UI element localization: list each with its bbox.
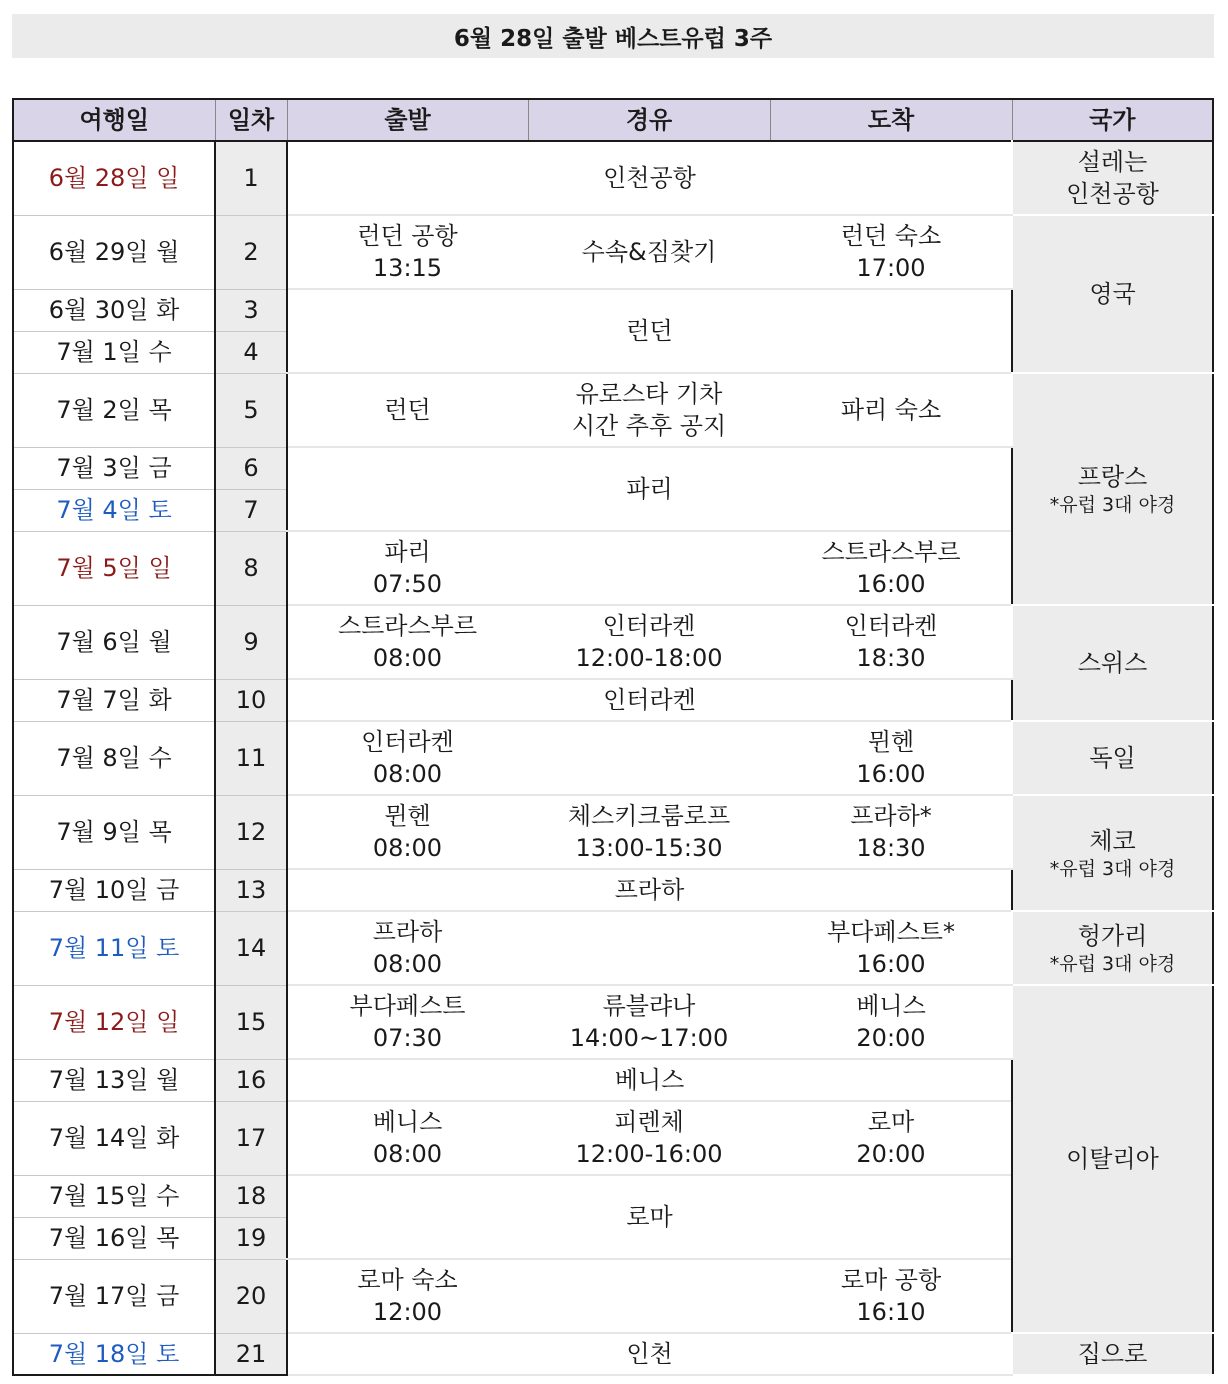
date-cell: 6월 30일 화 (13, 289, 215, 331)
via-cell (528, 795, 770, 869)
arrival-place: 런던 숙소 (840, 222, 942, 250)
day-cell: 13 (215, 869, 287, 911)
date-cell: 7월 9일 목 (13, 795, 215, 869)
arrival-cell (770, 1101, 1012, 1175)
departure-place: 베니스 (372, 1108, 443, 1136)
day-cell: 12 (215, 795, 287, 869)
day-cell: 4 (215, 331, 287, 373)
arrival-place: 스트라스부르 (821, 538, 961, 566)
departure-place: 파리 (384, 538, 431, 566)
departure-time: 08:00 (372, 760, 443, 788)
arrival-time: 20:00 (856, 1140, 926, 1168)
departure-cell (287, 531, 528, 605)
arrival-cell (770, 215, 1012, 289)
date-cell: 7월 5일 일 (13, 531, 215, 605)
date-cell: 7월 14일 화 (13, 1101, 215, 1175)
day-cell: 18 (215, 1175, 287, 1217)
via-time: 시간 추후 공지 (571, 412, 727, 440)
date-cell: 7월 17일 금 (13, 1259, 215, 1333)
date-cell: 7월 2일 목 (13, 373, 215, 447)
departure-place: 부다페스트 (349, 992, 466, 1020)
night-view-note: *유럽 3대 야경 (1049, 494, 1176, 516)
via-time: 12:00-18:00 (575, 644, 723, 672)
day-cell: 5 (215, 373, 287, 447)
via-time: 12:00-16:00 (575, 1140, 723, 1168)
country-cell: 독일 (1012, 721, 1213, 795)
arrival-cell (770, 721, 1012, 795)
arrival-place: 프라하* (850, 802, 932, 830)
via-cell (528, 605, 770, 679)
departure-time: 12:00 (372, 1298, 443, 1326)
via-cell (528, 721, 770, 795)
day-cell: 21 (215, 1333, 287, 1375)
country-cell: 이탈리아 (1012, 985, 1213, 1333)
departure-cell (287, 721, 528, 795)
country-label: 프랑스 (1077, 463, 1148, 491)
night-view-note: *유럽 3대 야경 (1049, 953, 1176, 975)
departure-place: 인터라켄 (361, 728, 454, 756)
departure-place: 스트라스부르 (337, 612, 478, 640)
departure-cell (287, 911, 528, 985)
arrival-time: 18:30 (856, 644, 926, 672)
departure-cell (287, 985, 528, 1059)
table-row (13, 721, 1213, 795)
via-time: 13:00-15:30 (575, 834, 723, 862)
location-cell: 파리 (287, 447, 1012, 531)
night-view-note: *유럽 3대 야경 (1049, 858, 1176, 880)
country-cell: 영국 (1012, 215, 1213, 373)
departure-place: 뮌헨 (384, 802, 431, 830)
date-cell: 7월 12일 일 (13, 985, 215, 1059)
country-cell (1012, 373, 1213, 605)
via-cell (528, 911, 770, 985)
table-row (13, 141, 1213, 215)
arrival-place: 베니스 (856, 992, 926, 1020)
arrival-place: 부다페스트* (827, 918, 955, 946)
arrival-cell (770, 985, 1012, 1059)
country-cell (1012, 795, 1213, 911)
via-cell (528, 531, 770, 605)
departure-cell (287, 1259, 528, 1333)
country-cell: 스위스 (1012, 605, 1213, 721)
via-cell (528, 985, 770, 1059)
header-via: 경유 (528, 99, 770, 141)
header-day: 일차 (215, 99, 287, 141)
via-place: 유로스타 기차 (575, 380, 723, 408)
day-cell: 14 (215, 911, 287, 985)
arrival-time: 16:00 (856, 570, 926, 598)
date-cell: 7월 11일 토 (13, 911, 215, 985)
departure-time: 13:15 (372, 254, 443, 282)
arrival-place: 로마 공항 (840, 1266, 942, 1294)
arrival-cell: 파리 숙소 (770, 373, 1012, 447)
departure-time: 07:50 (372, 570, 443, 598)
arrival-time: 16:10 (856, 1298, 926, 1326)
country-cell: 집으로 (1012, 1333, 1213, 1375)
arrival-cell (770, 911, 1012, 985)
via-place: 류블랴나 (602, 992, 696, 1020)
arrival-place: 뮌헨 (867, 728, 915, 756)
arrival-cell (770, 531, 1012, 605)
location-cell: 프라하 (287, 869, 1012, 911)
day-cell: 20 (215, 1259, 287, 1333)
day-cell: 10 (215, 679, 287, 721)
location-cell: 런던 (287, 289, 1012, 373)
departure-cell (287, 605, 528, 679)
via-time: 14:00~17:00 (569, 1024, 729, 1052)
location-cell: 베니스 (287, 1059, 1012, 1101)
location-cell: 로마 (287, 1175, 1012, 1259)
via-cell (528, 373, 770, 447)
table-header-row (13, 99, 1213, 141)
arrival-time: 16:00 (856, 950, 926, 978)
day-cell: 8 (215, 531, 287, 605)
departure-place: 로마 숙소 (357, 1266, 458, 1294)
day-cell: 7 (215, 489, 287, 531)
location-cell: 인천 (287, 1333, 1012, 1375)
date-cell: 7월 7일 화 (13, 679, 215, 721)
day-cell: 16 (215, 1059, 287, 1101)
day-cell: 19 (215, 1217, 287, 1259)
date-cell: 6월 29일 월 (13, 215, 215, 289)
table-row (13, 215, 1213, 289)
country-label: 설레는 (1077, 148, 1148, 176)
itinerary-table (12, 98, 1214, 1376)
via-place: 인터라켄 (602, 612, 696, 640)
arrival-time: 16:00 (856, 760, 926, 788)
via-place: 피렌체 (614, 1108, 684, 1136)
arrival-place: 로마 (867, 1108, 915, 1136)
departure-cell (287, 1101, 528, 1175)
departure-time: 08:00 (372, 834, 443, 862)
date-cell: 7월 8일 수 (13, 721, 215, 795)
header-departure: 출발 (287, 99, 528, 141)
departure-cell: 런던 (287, 373, 528, 447)
country-cell (1012, 141, 1213, 215)
header-date: 여행일 (13, 99, 215, 141)
departure-place: 프라하 (372, 918, 443, 946)
arrival-place: 인터라켄 (844, 612, 938, 640)
location-cell: 인터라켄 (287, 679, 1012, 721)
departure-cell (287, 215, 528, 289)
arrival-cell (770, 1259, 1012, 1333)
departure-time: 08:00 (372, 1140, 443, 1168)
arrival-time: 20:00 (856, 1024, 926, 1052)
header-arrival: 도착 (770, 99, 1012, 141)
date-cell: 7월 18일 토 (13, 1333, 215, 1375)
via-cell: 수속&짐찾기 (528, 215, 770, 289)
table-row (13, 985, 1213, 1059)
departure-cell (287, 795, 528, 869)
country-label: 체코 (1089, 827, 1136, 855)
via-cell (528, 1259, 770, 1333)
day-cell: 3 (215, 289, 287, 331)
country-cell (1012, 911, 1213, 985)
day-cell: 11 (215, 721, 287, 795)
day-cell: 2 (215, 215, 287, 289)
date-cell: 7월 1일 수 (13, 331, 215, 373)
date-cell: 7월 6일 월 (13, 605, 215, 679)
departure-time: 08:00 (372, 644, 443, 672)
header-country: 국가 (1012, 99, 1213, 141)
departure-place: 런던 공항 (357, 222, 458, 250)
table-row (13, 795, 1213, 869)
day-cell: 17 (215, 1101, 287, 1175)
day-cell: 1 (215, 141, 287, 215)
day-cell: 6 (215, 447, 287, 489)
arrival-cell (770, 605, 1012, 679)
day-cell: 15 (215, 985, 287, 1059)
table-row (13, 373, 1213, 447)
via-cell (528, 1101, 770, 1175)
date-cell: 6월 28일 일 (13, 141, 215, 215)
location-cell: 인천공항 (287, 141, 1012, 215)
arrival-cell (770, 795, 1012, 869)
country-label-2: 인천공항 (1066, 180, 1159, 208)
date-cell: 7월 4일 토 (13, 489, 215, 531)
table-row (13, 1333, 1213, 1375)
itinerary-title: 6월 28일 출발 베스트유럽 3주 (12, 14, 1214, 58)
date-cell: 7월 13일 월 (13, 1059, 215, 1101)
date-cell: 7월 10일 금 (13, 869, 215, 911)
table-row (13, 605, 1213, 679)
date-cell: 7월 15일 수 (13, 1175, 215, 1217)
departure-time: 08:00 (372, 950, 443, 978)
table-row (13, 911, 1213, 985)
country-label: 헝가리 (1077, 922, 1148, 950)
arrival-time: 17:00 (856, 254, 926, 282)
departure-time: 07:30 (372, 1024, 443, 1052)
via-place: 체스키크룸로프 (567, 802, 731, 830)
day-cell: 9 (215, 605, 287, 679)
arrival-time: 18:30 (856, 834, 926, 862)
date-cell: 7월 3일 금 (13, 447, 215, 489)
date-cell: 7월 16일 목 (13, 1217, 215, 1259)
